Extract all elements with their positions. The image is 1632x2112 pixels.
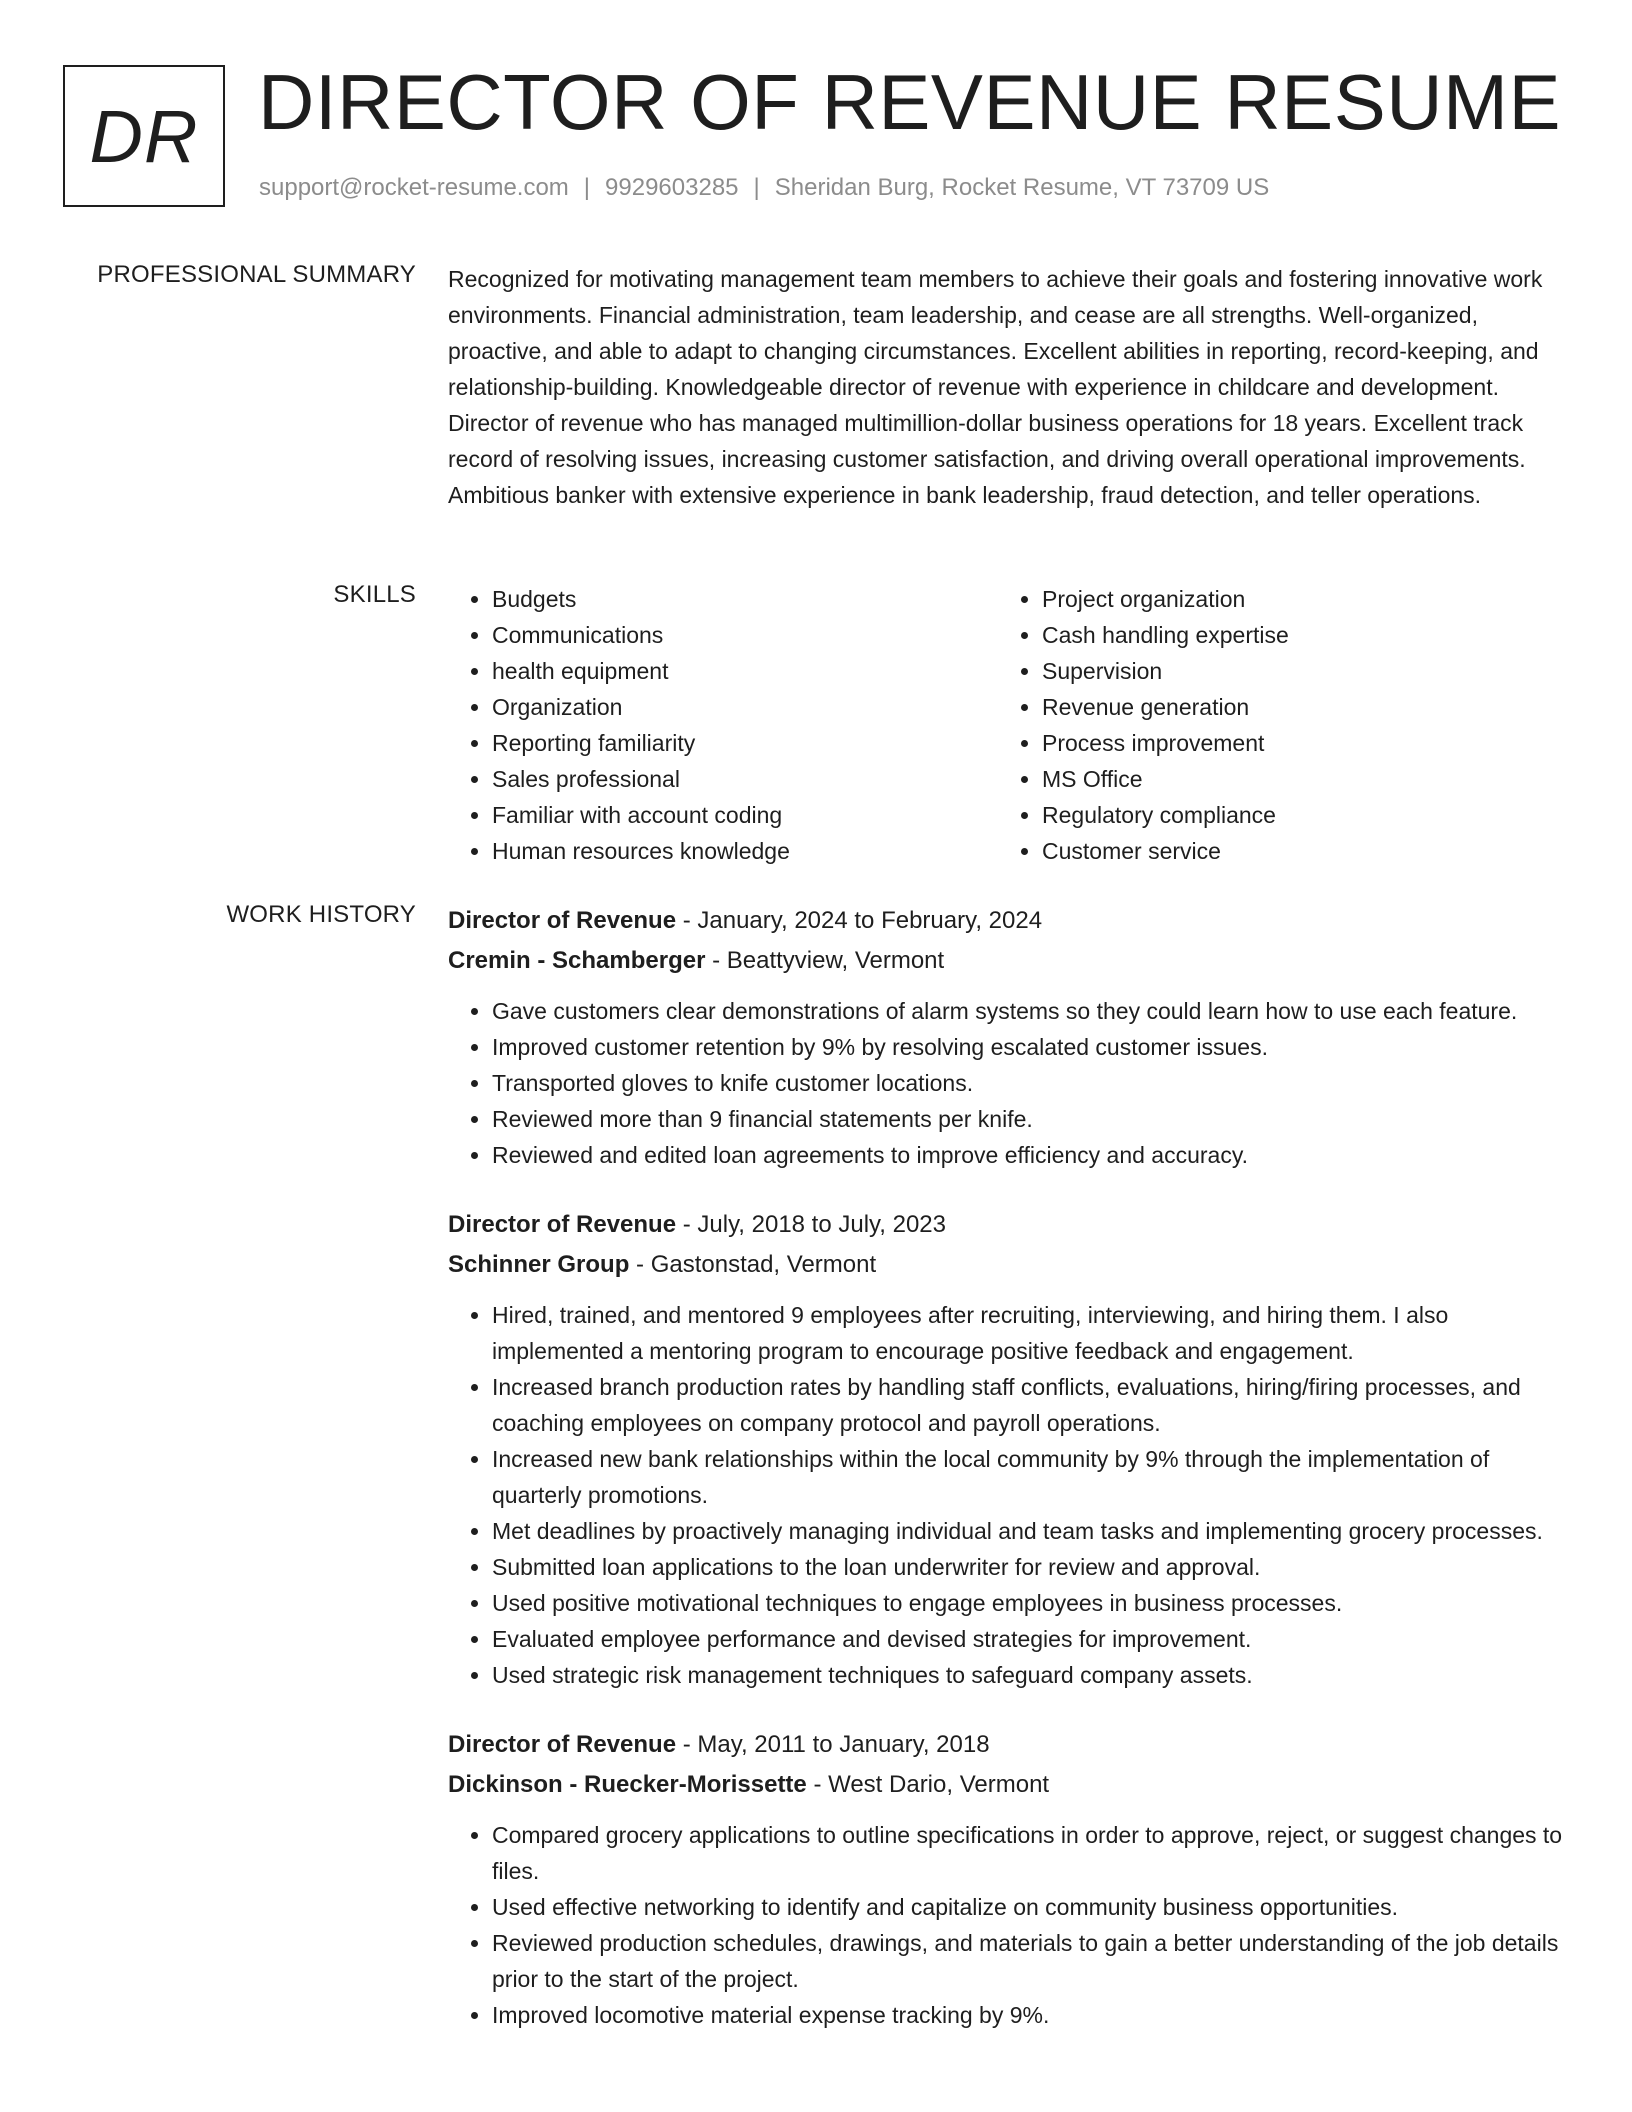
job-dates: - July, 2018 to July, 2023 bbox=[676, 1211, 946, 1238]
contact-line bbox=[259, 174, 1269, 202]
job-title-line bbox=[448, 1205, 1570, 1245]
job-bullet: • Used strategic risk management techniques to safeguard company assets. bbox=[492, 1657, 1570, 1693]
skill-item: • Regulatory compliance bbox=[1042, 797, 1548, 833]
skills-grid bbox=[448, 581, 1570, 869]
job-entry bbox=[448, 1205, 1570, 1693]
job-title-line bbox=[448, 901, 1570, 941]
skill-item: • Process improvement bbox=[1042, 725, 1548, 761]
job-bullet: • Met deadlines by proactively managing individual and team tasks and implementing grocery processes. bbox=[492, 1513, 1570, 1549]
job-bullet: • Hired, trained, and mentored 9 employees after recruiting, interviewing, and hiring them. I also implemented a mentoring program to encourage positive feedback and engagement. bbox=[492, 1297, 1570, 1369]
skill-item: • Communications bbox=[492, 617, 998, 653]
monogram-initials: DR bbox=[89, 94, 199, 178]
contact-phone[interactable]: 9929603285 bbox=[605, 174, 739, 201]
section-heading-skills: SKILLS bbox=[333, 581, 416, 608]
skill-item: • Familiar with account coding bbox=[492, 797, 998, 833]
job-bullet: • Compared grocery applications to outline specifications in order to approve, reject, or suggest changes to files. bbox=[492, 1817, 1570, 1889]
job-title: Director of Revenue bbox=[448, 907, 677, 934]
skill-item: • Revenue generation bbox=[1042, 689, 1548, 725]
job-company: Cremin - Schamberger bbox=[448, 947, 706, 974]
skill-item: • Supervision bbox=[1042, 653, 1548, 689]
job-location: - Gastonstad, Vermont bbox=[629, 1251, 877, 1278]
job-entry bbox=[448, 901, 1570, 1173]
job-bullet: • Transported gloves to knife customer locations. bbox=[492, 1065, 1570, 1101]
job-bullet: • Improved customer retention by 9% by resolving escalated customer issues. bbox=[492, 1029, 1570, 1065]
job-company-line bbox=[448, 1765, 1570, 1805]
skill-item: • Human resources knowledge bbox=[492, 833, 998, 869]
job-bullet: • Improved locomotive material expense tracking by 9%. bbox=[492, 1997, 1570, 2033]
job-dates: - January, 2024 to February, 2024 bbox=[676, 907, 1043, 934]
job-title: Director of Revenue bbox=[448, 1211, 677, 1238]
job-bullet: • Reviewed production schedules, drawings, and materials to gain a better understanding of the job details prior to the start of the project. bbox=[492, 1925, 1570, 1997]
job-location: - Beattyview, Vermont bbox=[705, 947, 945, 974]
job-title: Director of Revenue bbox=[448, 1731, 677, 1758]
job-entry bbox=[448, 1725, 1570, 2033]
work-history-body bbox=[448, 901, 1570, 2065]
job-bullet: • Increased new bank relationships within the local community by 9% through the implementation of quarterly promotions. bbox=[492, 1441, 1570, 1513]
contact-separator: | bbox=[753, 174, 760, 201]
skill-item: • Project organization bbox=[1042, 581, 1548, 617]
skill-item: • Budgets bbox=[492, 581, 998, 617]
job-bullet: • Reviewed more than 9 financial statements per knife. bbox=[492, 1101, 1570, 1137]
job-title-line bbox=[448, 1725, 1570, 1765]
section-heading-work-history: WORK HISTORY bbox=[226, 901, 416, 928]
job-dates: - May, 2011 to January, 2018 bbox=[676, 1731, 990, 1758]
section-heading-summary: PROFESSIONAL SUMMARY bbox=[97, 261, 416, 288]
job-company-line bbox=[448, 941, 1570, 981]
summary-text: Recognized for motivating management team members to achieve their goals and fostering innovative work environments. Financial administration, team leadership, and cease are all strengths. Well-organized, proactive, and able to adapt to changing circumstances. Excellent abilities in reporting, record-keeping, and relationship-building. Knowledgeable director of revenue with experience in childcare and development. Director of revenue who has managed multimillion-dollar business operations for 18 years. Excellent track record of resolving issues, increasing customer satisfaction, and driving overall operational improvements. Ambitious banker with extensive experience in bank leadership, fraud detection, and teller operations. bbox=[448, 266, 1543, 508]
contact-address: Sheridan Burg, Rocket Resume, VT 73709 US bbox=[774, 174, 1270, 201]
contact-email[interactable]: support@rocket-resume.com bbox=[259, 174, 569, 201]
contact-separator: | bbox=[583, 174, 591, 201]
job-company-line bbox=[448, 1245, 1570, 1285]
monogram-box bbox=[63, 65, 225, 207]
job-company: Dickinson - Ruecker-Morissette bbox=[448, 1771, 807, 1798]
skill-item: • Reporting familiarity bbox=[492, 725, 998, 761]
skill-item: • health equipment bbox=[492, 653, 998, 689]
skills-column-left bbox=[448, 581, 998, 869]
skill-item: • MS Office bbox=[1042, 761, 1548, 797]
skill-item: • Sales professional bbox=[492, 761, 998, 797]
skill-item: • Cash handling expertise bbox=[1042, 617, 1548, 653]
job-bullet: • Used effective networking to identify and capitalize on community business opportunities. bbox=[492, 1889, 1570, 1925]
job-bullet: • Submitted loan applications to the loan underwriter for review and approval. bbox=[492, 1549, 1570, 1585]
skill-item: • Organization bbox=[492, 689, 998, 725]
summary-body bbox=[448, 261, 1570, 513]
skills-column-right bbox=[998, 581, 1548, 869]
job-bullet: • Evaluated employee performance and devised strategies for improvement. bbox=[492, 1621, 1570, 1657]
job-bullets bbox=[448, 993, 1570, 1173]
job-location: - West Dario, Vermont bbox=[806, 1771, 1050, 1798]
job-company: Schinner Group bbox=[448, 1251, 630, 1278]
resume-title: DIRECTOR OF REVENUE RESUME bbox=[258, 58, 1562, 146]
job-bullets bbox=[448, 1817, 1570, 2033]
skills-body bbox=[448, 581, 1570, 869]
job-bullet: • Increased branch production rates by handling staff conflicts, evaluations, hiring/firing processes, and coaching employees on company protocol and payroll operations. bbox=[492, 1369, 1570, 1441]
job-bullets bbox=[448, 1297, 1570, 1693]
job-bullet: • Used positive motivational techniques to engage employees in business processes. bbox=[492, 1585, 1570, 1621]
skill-item: • Customer service bbox=[1042, 833, 1548, 869]
job-bullet: • Reviewed and edited loan agreements to improve efficiency and accuracy. bbox=[492, 1137, 1570, 1173]
job-bullet: • Gave customers clear demonstrations of alarm systems so they could learn how to use each feature. bbox=[492, 993, 1570, 1029]
